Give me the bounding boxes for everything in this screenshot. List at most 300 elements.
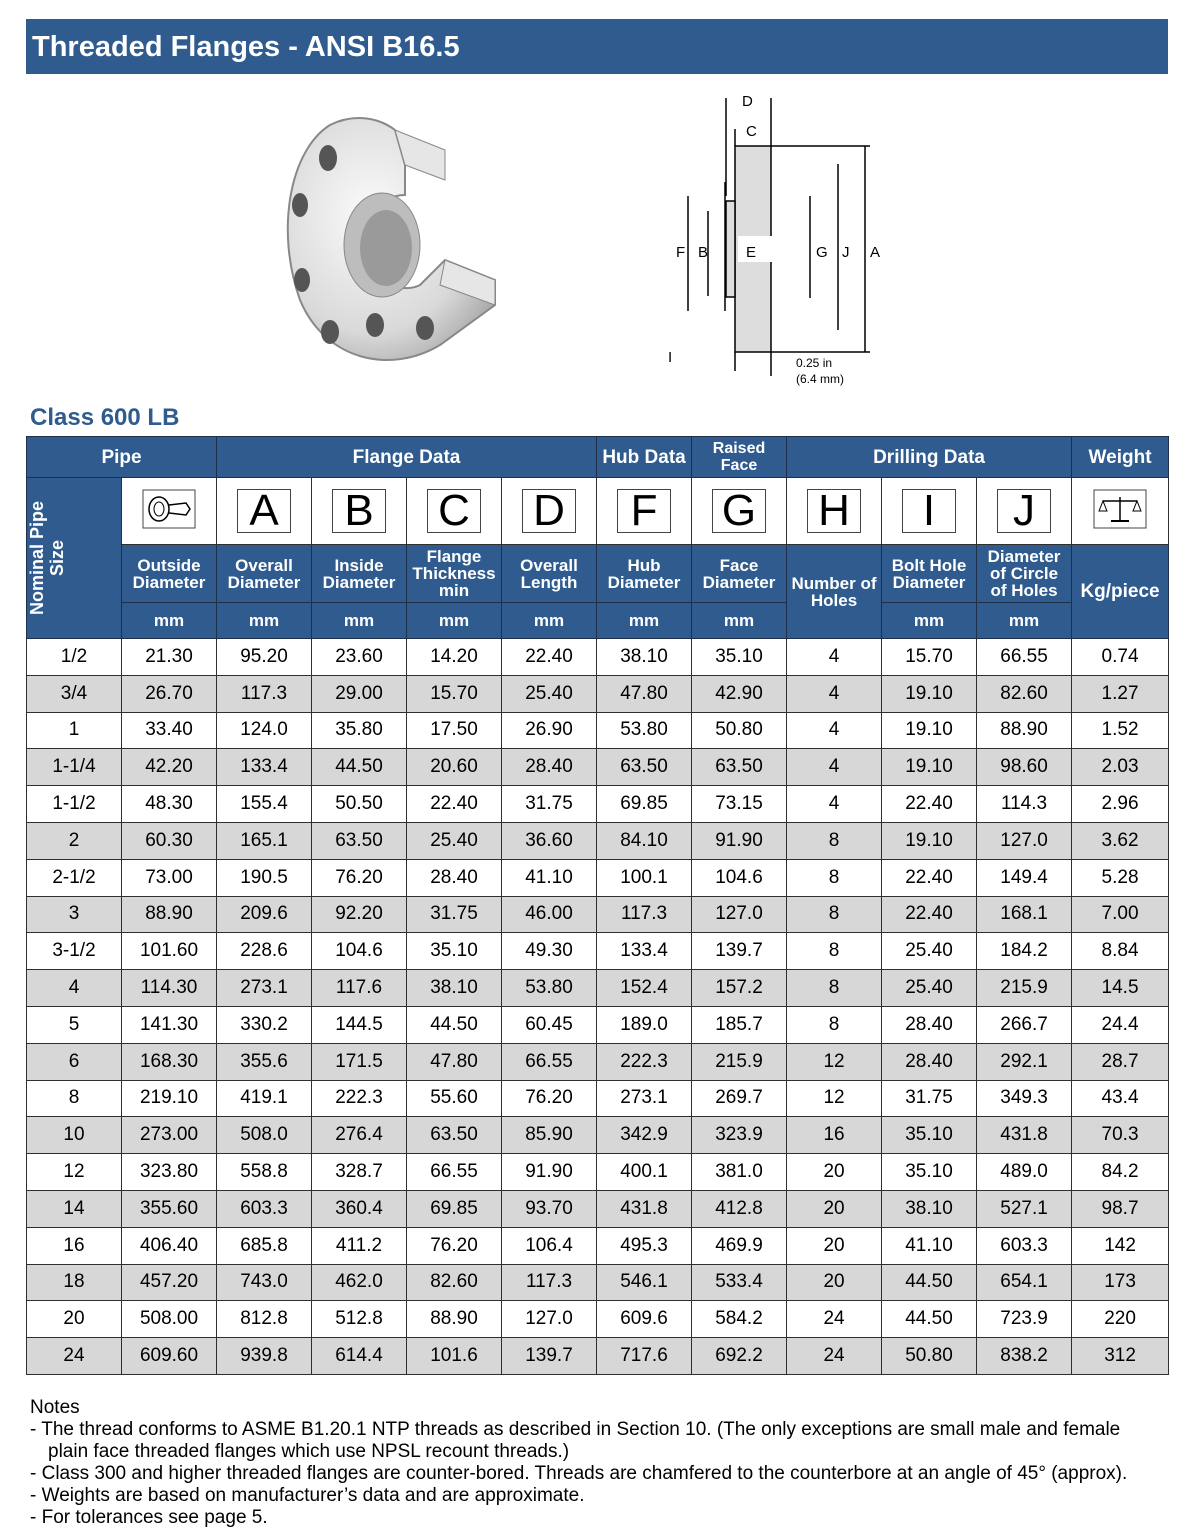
table-cell: 60.30 (122, 822, 217, 859)
dim-label-j: J (842, 244, 850, 261)
table-cell: 717.6 (597, 1338, 692, 1375)
table-cell: 88.90 (977, 712, 1072, 749)
col-overall-diameter (217, 545, 312, 603)
table-cell: 23.60 (312, 639, 407, 676)
table-row (27, 970, 1169, 1007)
table-cell: 117.3 (502, 1264, 597, 1301)
unit-mm: mm (977, 603, 1072, 639)
letter-j: J (997, 489, 1051, 533)
table-row (27, 786, 1169, 823)
table-cell: 190.5 (217, 859, 312, 896)
table-cell: 209.6 (217, 896, 312, 933)
table-cell: 35.80 (312, 712, 407, 749)
letter-b: B (332, 489, 386, 533)
table-cell: 35.10 (407, 933, 502, 970)
table-cell: 152.4 (597, 970, 692, 1007)
letter-j-cell (977, 478, 1072, 545)
table-cell: 228.6 (217, 933, 312, 970)
table-row (27, 1043, 1169, 1080)
table-cell: 66.55 (502, 1043, 597, 1080)
table-cell: 457.20 (122, 1264, 217, 1301)
letter-a-cell (217, 478, 312, 545)
col-label: Hub (627, 555, 661, 575)
table-cell: 60.45 (502, 1006, 597, 1043)
pipe-size-cell: 10 (27, 1117, 122, 1154)
table-cell: 584.2 (692, 1301, 787, 1338)
table-cell: 84.10 (597, 822, 692, 859)
table-cell: 25.40 (882, 970, 977, 1007)
table-cell: 323.80 (122, 1154, 217, 1191)
table-cell: 25.40 (882, 933, 977, 970)
dim-label-c: C (746, 123, 757, 140)
table-cell: 743.0 (217, 1264, 312, 1301)
table-cell: 603.3 (217, 1190, 312, 1227)
table-cell: 215.9 (692, 1043, 787, 1080)
col-label: of Holes (990, 581, 1058, 600)
col-overall-length (502, 545, 597, 603)
table-cell: 76.20 (407, 1227, 502, 1264)
pipe-size-cell: 12 (27, 1154, 122, 1191)
table-cell: 189.0 (597, 1006, 692, 1043)
table-cell: 48.30 (122, 786, 217, 823)
table-cell: 603.3 (977, 1227, 1072, 1264)
table-cell: 82.60 (407, 1264, 502, 1301)
col-label: Inside (334, 555, 384, 575)
table-cell: 12 (787, 1080, 882, 1117)
table-cell: 144.5 (312, 1006, 407, 1043)
table-cell: 22.40 (407, 786, 502, 823)
table-cell: 69.85 (597, 786, 692, 823)
pipe-icon (142, 489, 196, 529)
letter-c: C (427, 489, 481, 533)
table-cell: 7.00 (1072, 896, 1169, 933)
table-row (27, 1227, 1169, 1264)
table-cell: 16 (787, 1117, 882, 1154)
note-thread-cont: plain face threaded flanges which use NPSL recount threads.) (48, 1441, 570, 1462)
table-cell: 44.50 (407, 1006, 502, 1043)
raised-label-2: Face (720, 457, 758, 474)
pipe-size-cell: 20 (27, 1301, 122, 1338)
group-weight: Weight (1072, 437, 1169, 478)
table-cell: 939.8 (217, 1338, 312, 1375)
unit-mm: mm (122, 603, 217, 639)
table-cell: 133.4 (597, 933, 692, 970)
table-cell: 149.4 (977, 859, 1072, 896)
table-cell: 33.40 (122, 712, 217, 749)
col-label: Bolt Hole (891, 555, 967, 575)
table-cell: 157.2 (692, 970, 787, 1007)
table-cell: 88.90 (407, 1301, 502, 1338)
table-cell: 462.0 (312, 1264, 407, 1301)
table-cell: 44.50 (882, 1264, 977, 1301)
table-cell: 609.6 (597, 1301, 692, 1338)
group-flange-data: Flange Data (217, 437, 597, 478)
table-cell: 20.60 (407, 749, 502, 786)
note-tolerances: - For tolerances see page 5. (30, 1507, 268, 1528)
table-cell: 104.6 (692, 859, 787, 896)
table-cell: 22.40 (882, 896, 977, 933)
table-cell: 165.1 (217, 822, 312, 859)
table-cell: 12 (787, 1043, 882, 1080)
table-cell: 512.8 (312, 1301, 407, 1338)
table-cell: 26.70 (122, 675, 217, 712)
table-cell: 2.03 (1072, 749, 1169, 786)
scale-icon (1093, 489, 1147, 529)
table-cell: 222.3 (597, 1043, 692, 1080)
table-cell: 127.0 (502, 1301, 597, 1338)
table-cell: 63.50 (692, 749, 787, 786)
table-cell: 4 (787, 786, 882, 823)
table-cell: 812.8 (217, 1301, 312, 1338)
table-cell: 20 (787, 1154, 882, 1191)
table-cell: 41.10 (502, 859, 597, 896)
pipe-size-cell: 24 (27, 1338, 122, 1375)
table-cell: 355.6 (217, 1043, 312, 1080)
pipe-size-cell: 2 (27, 822, 122, 859)
table-row (27, 675, 1169, 712)
table-cell: 41.10 (882, 1227, 977, 1264)
table-cell: 101.60 (122, 933, 217, 970)
table-cell: 53.80 (502, 970, 597, 1007)
col-hub-diameter (597, 545, 692, 603)
class-title: Class 600 LB (30, 404, 180, 431)
table-row (27, 859, 1169, 896)
pipe-size-cell: 3-1/2 (27, 933, 122, 970)
table-cell: 88.90 (122, 896, 217, 933)
table-cell: 609.60 (122, 1338, 217, 1375)
table-cell: 533.4 (692, 1264, 787, 1301)
table-cell: 82.60 (977, 675, 1072, 712)
table-cell: 98.60 (977, 749, 1072, 786)
table-cell: 168.1 (977, 896, 1072, 933)
col-number-of-holes (787, 545, 882, 639)
table-cell: 22.40 (882, 786, 977, 823)
dim-note-inch: 0.25 in (796, 356, 833, 370)
table-cell: 8 (787, 896, 882, 933)
table-cell: 4 (787, 675, 882, 712)
note-thread: - The thread conforms to ASME B1.20.1 NTP threads as described in Section 10. (The only exceptions are small male and female (30, 1419, 1121, 1440)
table-cell: 31.75 (407, 896, 502, 933)
table-row (27, 712, 1169, 749)
col-kg-per-piece: Kg/piece (1072, 545, 1169, 639)
table-cell: 19.10 (882, 675, 977, 712)
group-pipe: Pipe (27, 437, 217, 478)
dim-label-a: A (870, 244, 881, 261)
table-cell: 222.3 (312, 1080, 407, 1117)
note-weights: - Weights are based on manufacturer’s data and are approximate. (30, 1485, 585, 1506)
col-label: Diameter (987, 547, 1061, 566)
pipe-size-cell: 2-1/2 (27, 859, 122, 896)
group-hub-data: Hub Data (597, 437, 692, 478)
letter-c-cell (407, 478, 502, 545)
col-outside-diameter (122, 545, 217, 603)
unit-mm: mm (407, 603, 502, 639)
title-bar (26, 19, 1168, 74)
table-cell: 431.8 (977, 1117, 1072, 1154)
table-cell: 28.40 (502, 749, 597, 786)
table-cell: 70.3 (1072, 1117, 1169, 1154)
table-cell: 411.2 (312, 1227, 407, 1264)
pipe-size-cell: 8 (27, 1080, 122, 1117)
nps-label-2: Size (47, 539, 67, 577)
table-cell: 25.40 (502, 675, 597, 712)
letter-g: G (712, 489, 766, 533)
unit-mm: mm (502, 603, 597, 639)
table-cell: 355.60 (122, 1190, 217, 1227)
table-cell: 508.0 (217, 1117, 312, 1154)
table-cell: 527.1 (977, 1190, 1072, 1227)
table-cell: 419.1 (217, 1080, 312, 1117)
table-cell: 1.52 (1072, 712, 1169, 749)
table-body (27, 639, 1169, 1375)
table-cell: 14.20 (407, 639, 502, 676)
table-cell: 5.28 (1072, 859, 1169, 896)
table-row (27, 822, 1169, 859)
table-cell: 101.6 (407, 1338, 502, 1375)
table-cell: 614.4 (312, 1338, 407, 1375)
table-cell: 44.50 (312, 749, 407, 786)
table-cell: 76.20 (502, 1080, 597, 1117)
unit-mm: mm (312, 603, 407, 639)
table-cell: 19.10 (882, 749, 977, 786)
table-cell: 219.10 (122, 1080, 217, 1117)
table-cell: 8 (787, 822, 882, 859)
table-cell: 4 (787, 712, 882, 749)
table-cell: 184.2 (977, 933, 1072, 970)
unit-mm: mm (597, 603, 692, 639)
table-cell: 8 (787, 933, 882, 970)
table-cell: 342.9 (597, 1117, 692, 1154)
table-row (27, 1301, 1169, 1338)
table-cell: 292.1 (977, 1043, 1072, 1080)
table-cell: 26.90 (502, 712, 597, 749)
table-cell: 28.7 (1072, 1043, 1169, 1080)
table-cell: 44.50 (882, 1301, 977, 1338)
table-cell: 2.96 (1072, 786, 1169, 823)
pipe-size-cell: 3/4 (27, 675, 122, 712)
table-cell: 50.80 (692, 712, 787, 749)
notes (30, 1397, 1170, 1529)
dim-note-mm: (6.4 mm) (796, 372, 844, 386)
table-cell: 36.60 (502, 822, 597, 859)
table-cell: 276.4 (312, 1117, 407, 1154)
table-cell: 100.1 (597, 859, 692, 896)
letter-f-cell (597, 478, 692, 545)
letter-g-cell (692, 478, 787, 545)
table-cell: 133.4 (217, 749, 312, 786)
table-cell: 323.9 (692, 1117, 787, 1154)
dim-label-b: B (698, 244, 709, 261)
group-raised-face (692, 437, 787, 478)
pipe-size-cell: 6 (27, 1043, 122, 1080)
table-row (27, 933, 1169, 970)
table-row (27, 1338, 1169, 1375)
table-cell: 84.2 (1072, 1154, 1169, 1191)
table-cell: 49.30 (502, 933, 597, 970)
table-cell: 20 (787, 1190, 882, 1227)
table-cell: 349.3 (977, 1080, 1072, 1117)
letter-h: H (807, 489, 861, 533)
table-cell: 139.7 (502, 1338, 597, 1375)
table-cell: 117.6 (312, 970, 407, 1007)
table-cell: 328.7 (312, 1154, 407, 1191)
table-cell: 95.20 (217, 639, 312, 676)
table-cell: 35.10 (692, 639, 787, 676)
table-cell: 98.7 (1072, 1190, 1169, 1227)
dim-label-i: I (668, 349, 673, 366)
table-cell: 117.3 (597, 896, 692, 933)
flange-table (26, 436, 1169, 1375)
letter-d-cell (502, 478, 597, 545)
table-cell: 546.1 (597, 1264, 692, 1301)
table-cell: 312 (1072, 1338, 1169, 1375)
table-cell: 141.30 (122, 1006, 217, 1043)
flange-illustration (270, 110, 510, 380)
table-cell: 91.90 (502, 1154, 597, 1191)
pipe-size-cell: 14 (27, 1190, 122, 1227)
table-cell: 114.3 (977, 786, 1072, 823)
table-cell: 558.8 (217, 1154, 312, 1191)
col-label: Number of (791, 573, 877, 593)
note-counterbore: - Class 300 and higher threaded flanges are counter-bored. Threads are chamfered to the counterbore at an angle of 45° (approx). (30, 1463, 1128, 1484)
pipe-size-cell: 16 (27, 1227, 122, 1264)
table-cell: 92.20 (312, 896, 407, 933)
table-cell: 28.40 (407, 859, 502, 896)
letter-d: D (522, 489, 576, 533)
table-cell: 495.3 (597, 1227, 692, 1264)
dimension-diagram (660, 86, 890, 386)
col-label: Overall (520, 555, 578, 575)
table-cell: 47.80 (407, 1043, 502, 1080)
table-cell: 20 (787, 1227, 882, 1264)
table-cell: 43.4 (1072, 1080, 1169, 1117)
table-row (27, 749, 1169, 786)
dim-label-e: E (746, 244, 757, 261)
pipe-size-cell: 3 (27, 896, 122, 933)
table-cell: 63.50 (407, 1117, 502, 1154)
pipe-size-cell: 5 (27, 1006, 122, 1043)
table-cell: 73.00 (122, 859, 217, 896)
dim-label-f: F (676, 244, 686, 261)
table-cell: 28.40 (882, 1043, 977, 1080)
pipe-size-cell: 1/2 (27, 639, 122, 676)
table-cell: 685.8 (217, 1227, 312, 1264)
group-drilling-data: Drilling Data (787, 437, 1072, 478)
table-cell: 38.10 (882, 1190, 977, 1227)
dim-label-g: G (816, 244, 828, 261)
table-cell: 508.00 (122, 1301, 217, 1338)
col-face-diameter (692, 545, 787, 603)
table-row (27, 639, 1169, 676)
table-cell: 24 (787, 1301, 882, 1338)
table-cell: 47.80 (597, 675, 692, 712)
scale-icon-cell (1072, 478, 1169, 545)
table-cell: 215.9 (977, 970, 1072, 1007)
table-cell: 22.40 (502, 639, 597, 676)
table-cell: 76.20 (312, 859, 407, 896)
table-cell: 69.85 (407, 1190, 502, 1227)
table-row (27, 1080, 1169, 1117)
col-inside-diameter (312, 545, 407, 603)
table-cell: 171.5 (312, 1043, 407, 1080)
table-cell: 168.30 (122, 1043, 217, 1080)
table-cell: 24 (787, 1338, 882, 1375)
table-cell: 31.75 (502, 786, 597, 823)
table-cell: 24.4 (1072, 1006, 1169, 1043)
table-cell: 330.2 (217, 1006, 312, 1043)
col-bolt-hole-diameter (882, 545, 977, 603)
table-cell: 22.40 (882, 859, 977, 896)
table-cell: 85.90 (502, 1117, 597, 1154)
table-cell: 220 (1072, 1301, 1169, 1338)
table-cell: 15.70 (882, 639, 977, 676)
table-cell: 42.20 (122, 749, 217, 786)
table-cell: 25.40 (407, 822, 502, 859)
table-row (27, 1117, 1169, 1154)
col-label: Outside (137, 555, 201, 575)
table-cell: 692.2 (692, 1338, 787, 1375)
table-cell: 127.0 (692, 896, 787, 933)
col-label: Diameter (607, 572, 681, 592)
col-label: Overall (235, 555, 293, 575)
raised-label-1: Raised (712, 440, 766, 457)
table-cell: 0.74 (1072, 639, 1169, 676)
letter-b-cell (312, 478, 407, 545)
table-cell: 19.10 (882, 822, 977, 859)
table-cell: 489.0 (977, 1154, 1072, 1191)
table-cell: 155.4 (217, 786, 312, 823)
table-cell: 42.90 (692, 675, 787, 712)
table-cell: 4 (787, 639, 882, 676)
table-cell: 55.60 (407, 1080, 502, 1117)
table-cell: 28.40 (882, 1006, 977, 1043)
table-row (27, 1190, 1169, 1227)
table-cell: 50.50 (312, 786, 407, 823)
table-cell: 127.0 (977, 822, 1072, 859)
notes-heading: Notes (30, 1397, 80, 1418)
unit-mm: mm (692, 603, 787, 639)
col-label: Flange (426, 547, 482, 566)
table-cell: 53.80 (597, 712, 692, 749)
dim-label-d: D (742, 93, 753, 110)
table-cell: 66.55 (977, 639, 1072, 676)
table-cell: 269.7 (692, 1080, 787, 1117)
table-cell: 117.3 (217, 675, 312, 712)
col-flange-thickness (407, 545, 502, 603)
pipe-icon-cell (122, 478, 217, 545)
table-cell: 412.8 (692, 1190, 787, 1227)
table-cell: 139.7 (692, 933, 787, 970)
pipe-size-cell: 1 (27, 712, 122, 749)
table-cell: 431.8 (597, 1190, 692, 1227)
table-cell: 3.62 (1072, 822, 1169, 859)
col-label: Diameter (322, 572, 396, 592)
letter-f: F (617, 489, 671, 533)
table-row (27, 1154, 1169, 1191)
table-cell: 29.00 (312, 675, 407, 712)
table-cell: 381.0 (692, 1154, 787, 1191)
table-cell: 93.70 (502, 1190, 597, 1227)
table-cell: 360.4 (312, 1190, 407, 1227)
table-cell: 8.84 (1072, 933, 1169, 970)
table-cell: 273.1 (217, 970, 312, 1007)
col-label: Diameter (132, 572, 206, 592)
table-cell: 114.30 (122, 970, 217, 1007)
col-label: Diameter (892, 572, 966, 592)
table-cell: 723.9 (977, 1301, 1072, 1338)
unit-mm: mm (217, 603, 312, 639)
table-cell: 8 (787, 1006, 882, 1043)
